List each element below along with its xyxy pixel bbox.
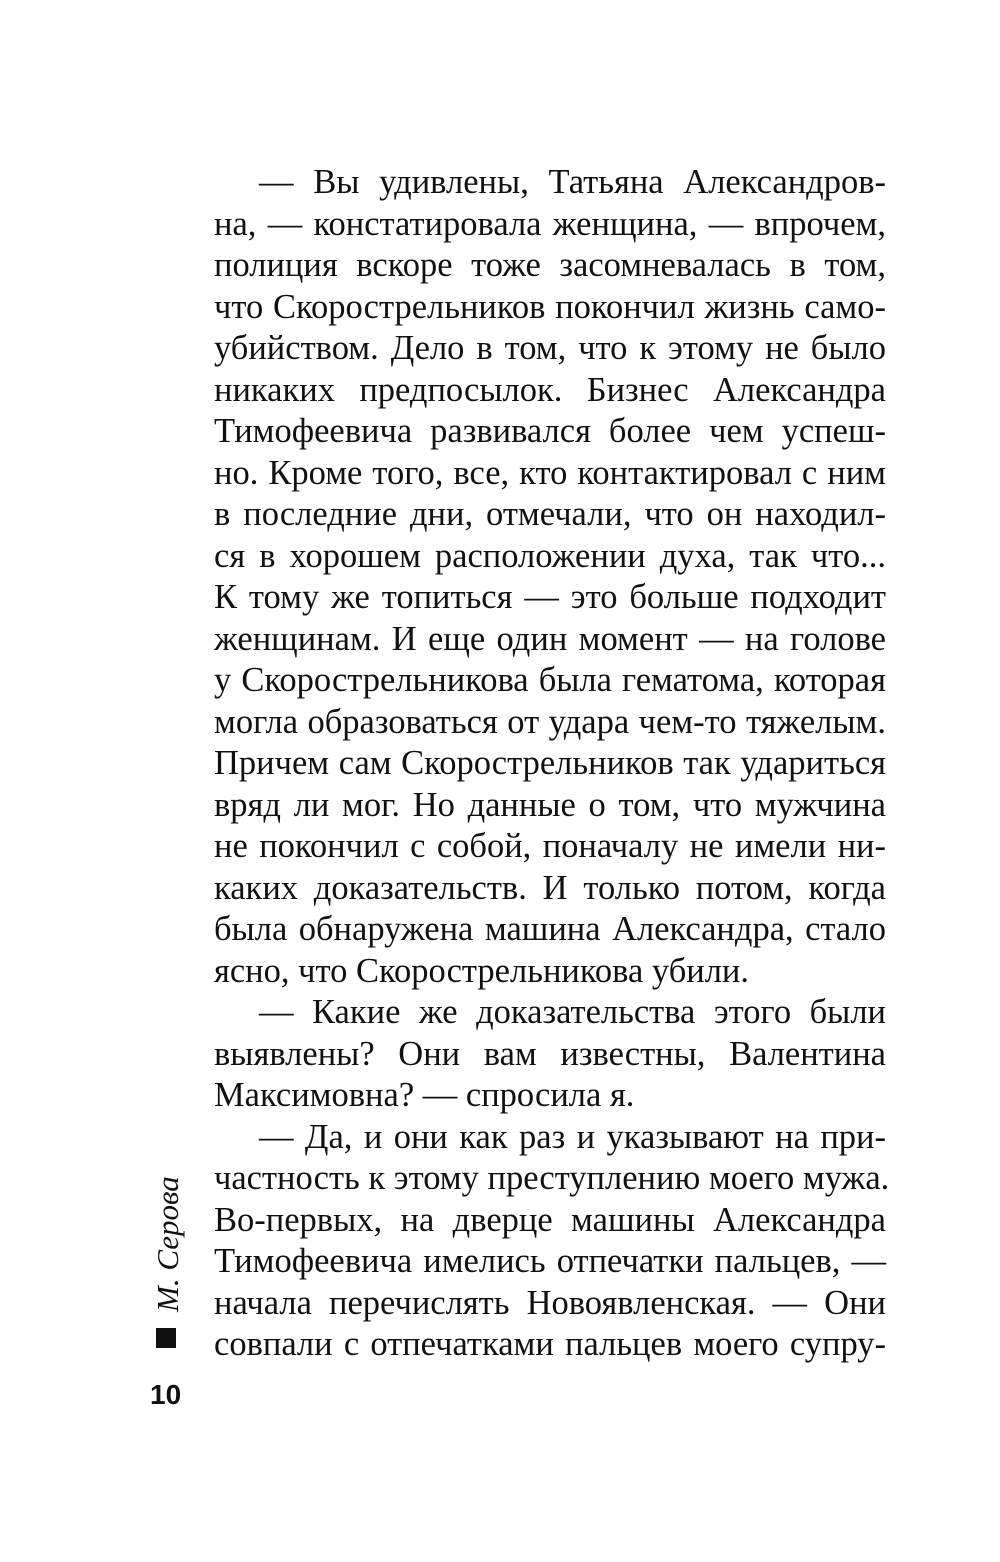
- text-line: выявлены? Они вам известны, Валентина: [214, 1034, 886, 1073]
- text-line: вряд ли мог. Но данные о том, что мужчина: [214, 785, 886, 824]
- text-line: Максимовна? — спросила я.: [214, 1076, 635, 1114]
- text-line: Во-первых, на дверце машины Александра: [214, 1200, 886, 1239]
- text-line: была обнаружена машина Александра, стало: [214, 910, 886, 948]
- text-line: не покончил с собой, поначалу не имели ни-: [214, 827, 886, 865]
- text-line: ясно, что Скорострельникова убили.: [214, 951, 750, 990]
- text-line: Тимофеевича развивался более чем успеш-: [214, 412, 886, 450]
- page-number: 10: [150, 1379, 182, 1410]
- text-line: — Какие же доказательства этого были: [259, 993, 886, 1031]
- text-line: каких доказательств. И только потом, когда: [214, 868, 886, 907]
- text-line: К тому же топиться — это больше подходит: [214, 578, 886, 616]
- text-line: что Скорострельников покончил жизнь само-: [214, 287, 886, 326]
- text-line: убийством. Дело в том, что к этому не было: [214, 329, 886, 367]
- text-line: частность к этому преступлению моего мужа.: [214, 1159, 890, 1197]
- text-line: у Скорострельникова была гематома, которая: [214, 661, 886, 699]
- text-line: начала перечислять Новоявленская. — Они: [214, 1283, 886, 1322]
- text-line: полиция вскоре тоже засомневалась в том,: [214, 246, 886, 284]
- body-text: [214, 162, 890, 1366]
- text-line: могла образоваться от удара чем-то тяжелым.: [214, 702, 886, 741]
- square-marker-icon: [156, 1328, 176, 1348]
- text-line: Причем сам Скорострельников так удариться: [214, 744, 886, 782]
- text-line: — Да, и они как раз и указывают на при-: [259, 1117, 886, 1156]
- text-line: женщинам. И еще один момент — на голове: [214, 619, 886, 658]
- text-line: совпали с отпечатками пальцев моего супру-: [214, 1325, 886, 1363]
- text-line: ся в хорошем расположении духа, так что...: [214, 536, 886, 575]
- running-author: М. Серова: [150, 1176, 185, 1312]
- text-line: но. Кроме того, все, кто контактировал с ним: [214, 453, 886, 492]
- text-line: никаких предпосылок. Бизнес Александра: [214, 370, 886, 409]
- text-line: — Вы удивлены, Татьяна Александров-: [259, 163, 886, 201]
- text-line: Тимофеевича имелись отпечатки пальцев, —: [214, 1242, 886, 1280]
- text-line: в последние дни, отмечали, что он находил-: [214, 495, 886, 533]
- text-line: на, — констатировала женщина, — впрочем,: [214, 204, 886, 243]
